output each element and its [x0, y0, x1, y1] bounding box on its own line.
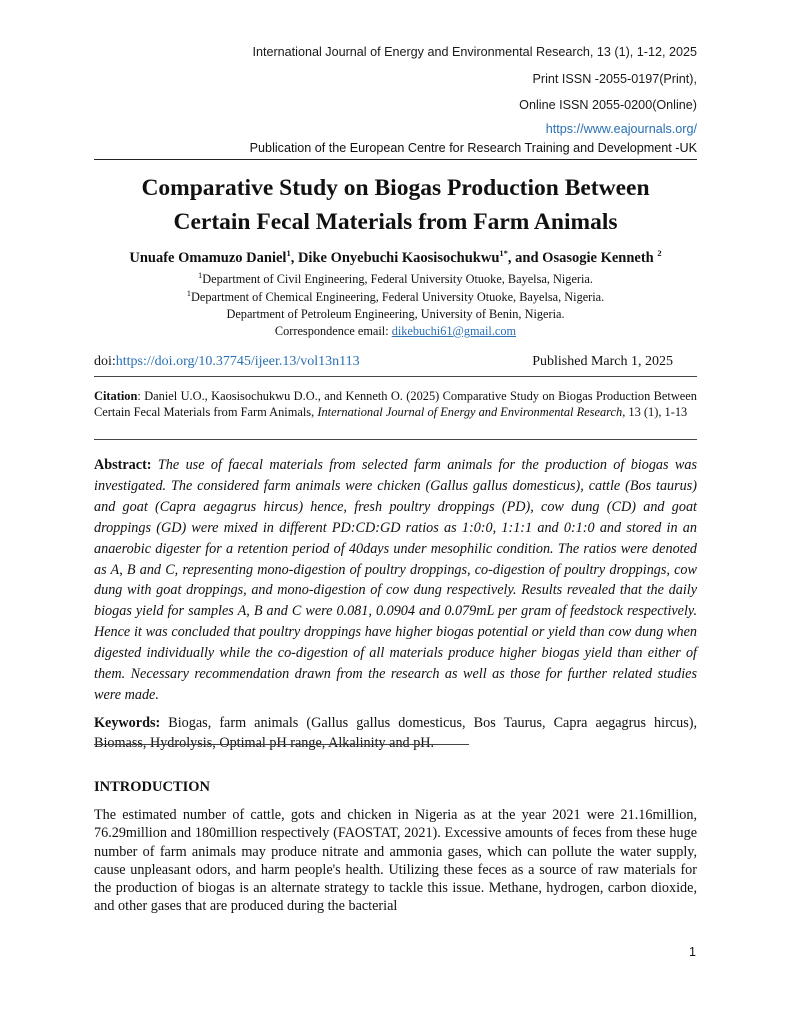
author-3-affiliation: 2	[657, 248, 662, 259]
published-date: Published March 1, 2025	[532, 354, 673, 369]
affiliation-2-marker: 1	[186, 287, 192, 298]
affiliation-1-marker: 1	[198, 269, 203, 280]
affiliation-1-text: Department of Civil Engineering, Federal University Otuoke, Bayelsa, Nigeria.	[202, 272, 593, 286]
abstract-label: Abstract:	[94, 457, 152, 473]
citation-divider	[94, 439, 697, 440]
author-separator: ,	[290, 250, 298, 266]
introduction-text: The estimated number of cattle, gots and chicken in Nigeria as at the year 2021 were 21.16million, 76.29million and 180million respectively (FAOSTAT, 2021). Excessive amounts of feces from these huge number of farm animals may produce nitrate and ammonia gases, which can pollute the water supply, cause unpleasant odors, and harm people's health. Utilizing these feces as a source of raw materials for the production of biogas is an alternate strategy to tackle this issue. Methane, hydrogen, carbon dioxide, and other gases that are produced during the bacterial	[94, 807, 697, 915]
affiliation-1	[94, 269, 697, 287]
header-divider	[94, 159, 697, 160]
paper-title	[94, 171, 697, 239]
citation-text: : Daniel U.O., Kaosisochukwu D.O., and Kenneth O. (2025) Comparative Study on Biogas Production Between Certain Fecal Materials from Farm Animals,	[94, 389, 697, 419]
doi-label: doi:	[94, 354, 116, 369]
journal-website-link[interactable]: https://www.eajournals.org/	[545, 122, 697, 136]
introduction-heading: INTRODUCTION	[94, 779, 211, 795]
correspondence	[94, 324, 697, 339]
citation-volume: , 13 (1), 1-13	[622, 405, 688, 419]
affiliation-2	[94, 287, 697, 305]
abstract	[94, 455, 697, 706]
author-2: Dike Onyebuchi Kaosisochukwu	[297, 250, 500, 266]
author-3: and Osasogie Kenneth	[515, 250, 654, 266]
keywords-label: Keywords:	[94, 715, 161, 731]
publisher-line: Publication of the European Centre for Research Training and Development -UK	[249, 141, 697, 155]
citation-journal: International Journal of Energy and Environmental Research	[317, 405, 623, 419]
keywords	[94, 713, 697, 754]
title-line-1: Comparative Study on Biogas Production Between	[141, 175, 650, 201]
keywords-underline	[94, 744, 469, 745]
author-2-affiliation: 1*	[499, 248, 508, 259]
correspondence-email-link[interactable]: dikebuchi61@gmail.com	[391, 324, 517, 338]
citation	[94, 388, 697, 420]
doi-divider	[94, 376, 697, 377]
affiliation-3: Department of Petroleum Engineering, University of Benin, Nigeria.	[226, 307, 565, 321]
doi-row	[94, 354, 697, 370]
author-separator: ,	[507, 250, 516, 266]
title-line-2: Certain Fecal Materials from Farm Animals	[173, 209, 618, 235]
citation-label: Citation	[94, 389, 138, 403]
correspondence-label: Correspondence email:	[274, 324, 392, 338]
print-issn: Print ISSN -2055-0197(Print),	[532, 72, 697, 86]
journal-line: International Journal of Energy and Environmental Research, 13 (1), 1-12, 2025	[252, 45, 697, 59]
keywords-text: Biogas, farm animals (Gallus gallus domesticus, Bos Taurus, Capra aegagrus hircus), Biomass, Hydrolysis, Optimal pH range, Alkalinity and pH.	[94, 715, 697, 752]
author-1: Unuafe Omamuzo Daniel	[129, 250, 287, 266]
doi-link[interactable]: https://doi.org/10.37745/ijeer.13/vol13n113	[115, 354, 360, 369]
author-list	[94, 250, 697, 267]
page-number: 1	[689, 945, 696, 959]
online-issn: Online ISSN 2055-0200(Online)	[519, 98, 697, 112]
abstract-text: The use of faecal materials from selected farm animals for the production of biogas was investigated. The considered farm animals were chicken (Gallus gallus domesticus), cattle (Bos taurus) and goat (Capra aegagrus hircus) hence, fresh poultry droppings (PD), cow dung (CD) and goat droppings (GD) were mixed in different PD:CD:GD ratios as 1:0:0, 1:1:1 and 0:1:0 and stored in an anaerobic digester for a retention period of 40days under mesophilic condition. The ratios were denoted as A, B and C, representing mono-digestion of poultry droppings, co-digestion of poultry droppings, cow dung with goat droppings, and mono-digestion of cow dung respectively. Results revealed that the daily biogas yield for samples A, B and C were 0.081, 0.0904 and 0.079mL per gram of feedstock respectively. Hence it was concluded that poultry droppings have higher biogas potential or yield than cow dung when digested individually while the co-digestion of all materials produce higher biogas yield than either of them. Necessary recommendation drawn from the research as well as those for further related studies were made.	[94, 457, 697, 703]
affiliation-2-text: Department of Chemical Engineering, Federal University Otuoke, Bayelsa, Nigeria.	[191, 290, 605, 304]
author-1-affiliation: 1	[286, 248, 291, 259]
